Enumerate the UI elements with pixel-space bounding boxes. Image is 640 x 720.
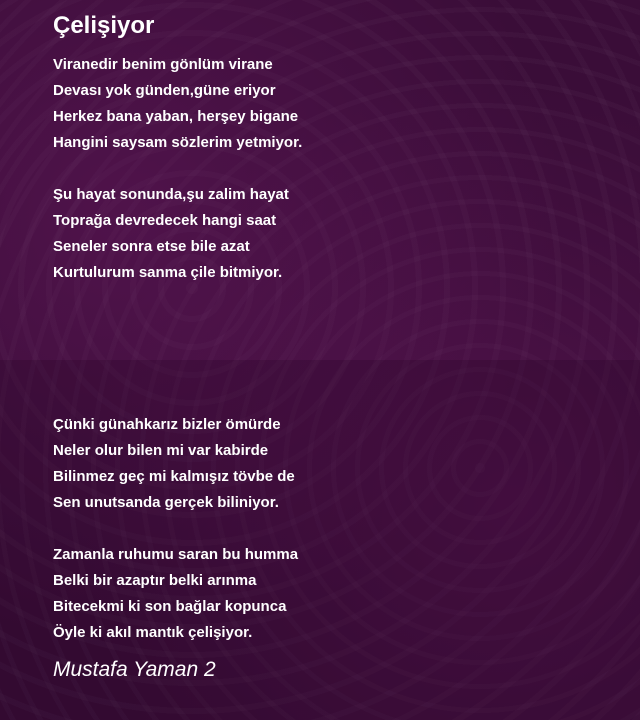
poem-line: Toprağa devredecek hangi saat: [53, 212, 277, 229]
poem-line: Şu hayat sonunda,şu zalim hayat: [53, 186, 289, 203]
stanza-4: [53, 542, 298, 646]
poem-line: Sen unutsanda gerçek biliniyor.: [53, 494, 279, 511]
poem-line: Bilinmez geç mi kalmışız tövbe de: [53, 468, 295, 485]
poem-line: Neler olur bilen mi var kabirde: [53, 442, 269, 459]
poem-line: Devası yok günden,güne eriyor: [53, 82, 276, 99]
poem-line: Seneler sonra etse bile azat: [53, 238, 250, 255]
poem-line: Hangini saysam sözlerim yetmiyor.: [53, 134, 303, 151]
poem-line: Çünki günahkarız bizler ömürde: [53, 416, 281, 433]
stanza-1: [53, 52, 302, 156]
stanza-2: [53, 182, 289, 286]
poem-title: Çelişiyor: [53, 12, 155, 39]
poem-line: Öyle ki akıl mantık çelişiyor.: [53, 624, 253, 641]
poem-author: Mustafa Yaman 2: [53, 658, 216, 681]
poem-line: Herkez bana yaban, herşey bigane: [53, 108, 299, 125]
stanza-3: [53, 412, 295, 516]
poem-line: Viranedir benim gönlüm virane: [53, 56, 273, 73]
poem-line: Bitecekmi ki son bağlar kopunca: [53, 598, 287, 615]
poem-line: Kurtulurum sanma çile bitmiyor.: [53, 264, 283, 281]
poem-line: Zamanla ruhumu saran bu humma: [53, 546, 299, 563]
poem-line: Belki bir azaptır belki arınma: [53, 572, 257, 589]
